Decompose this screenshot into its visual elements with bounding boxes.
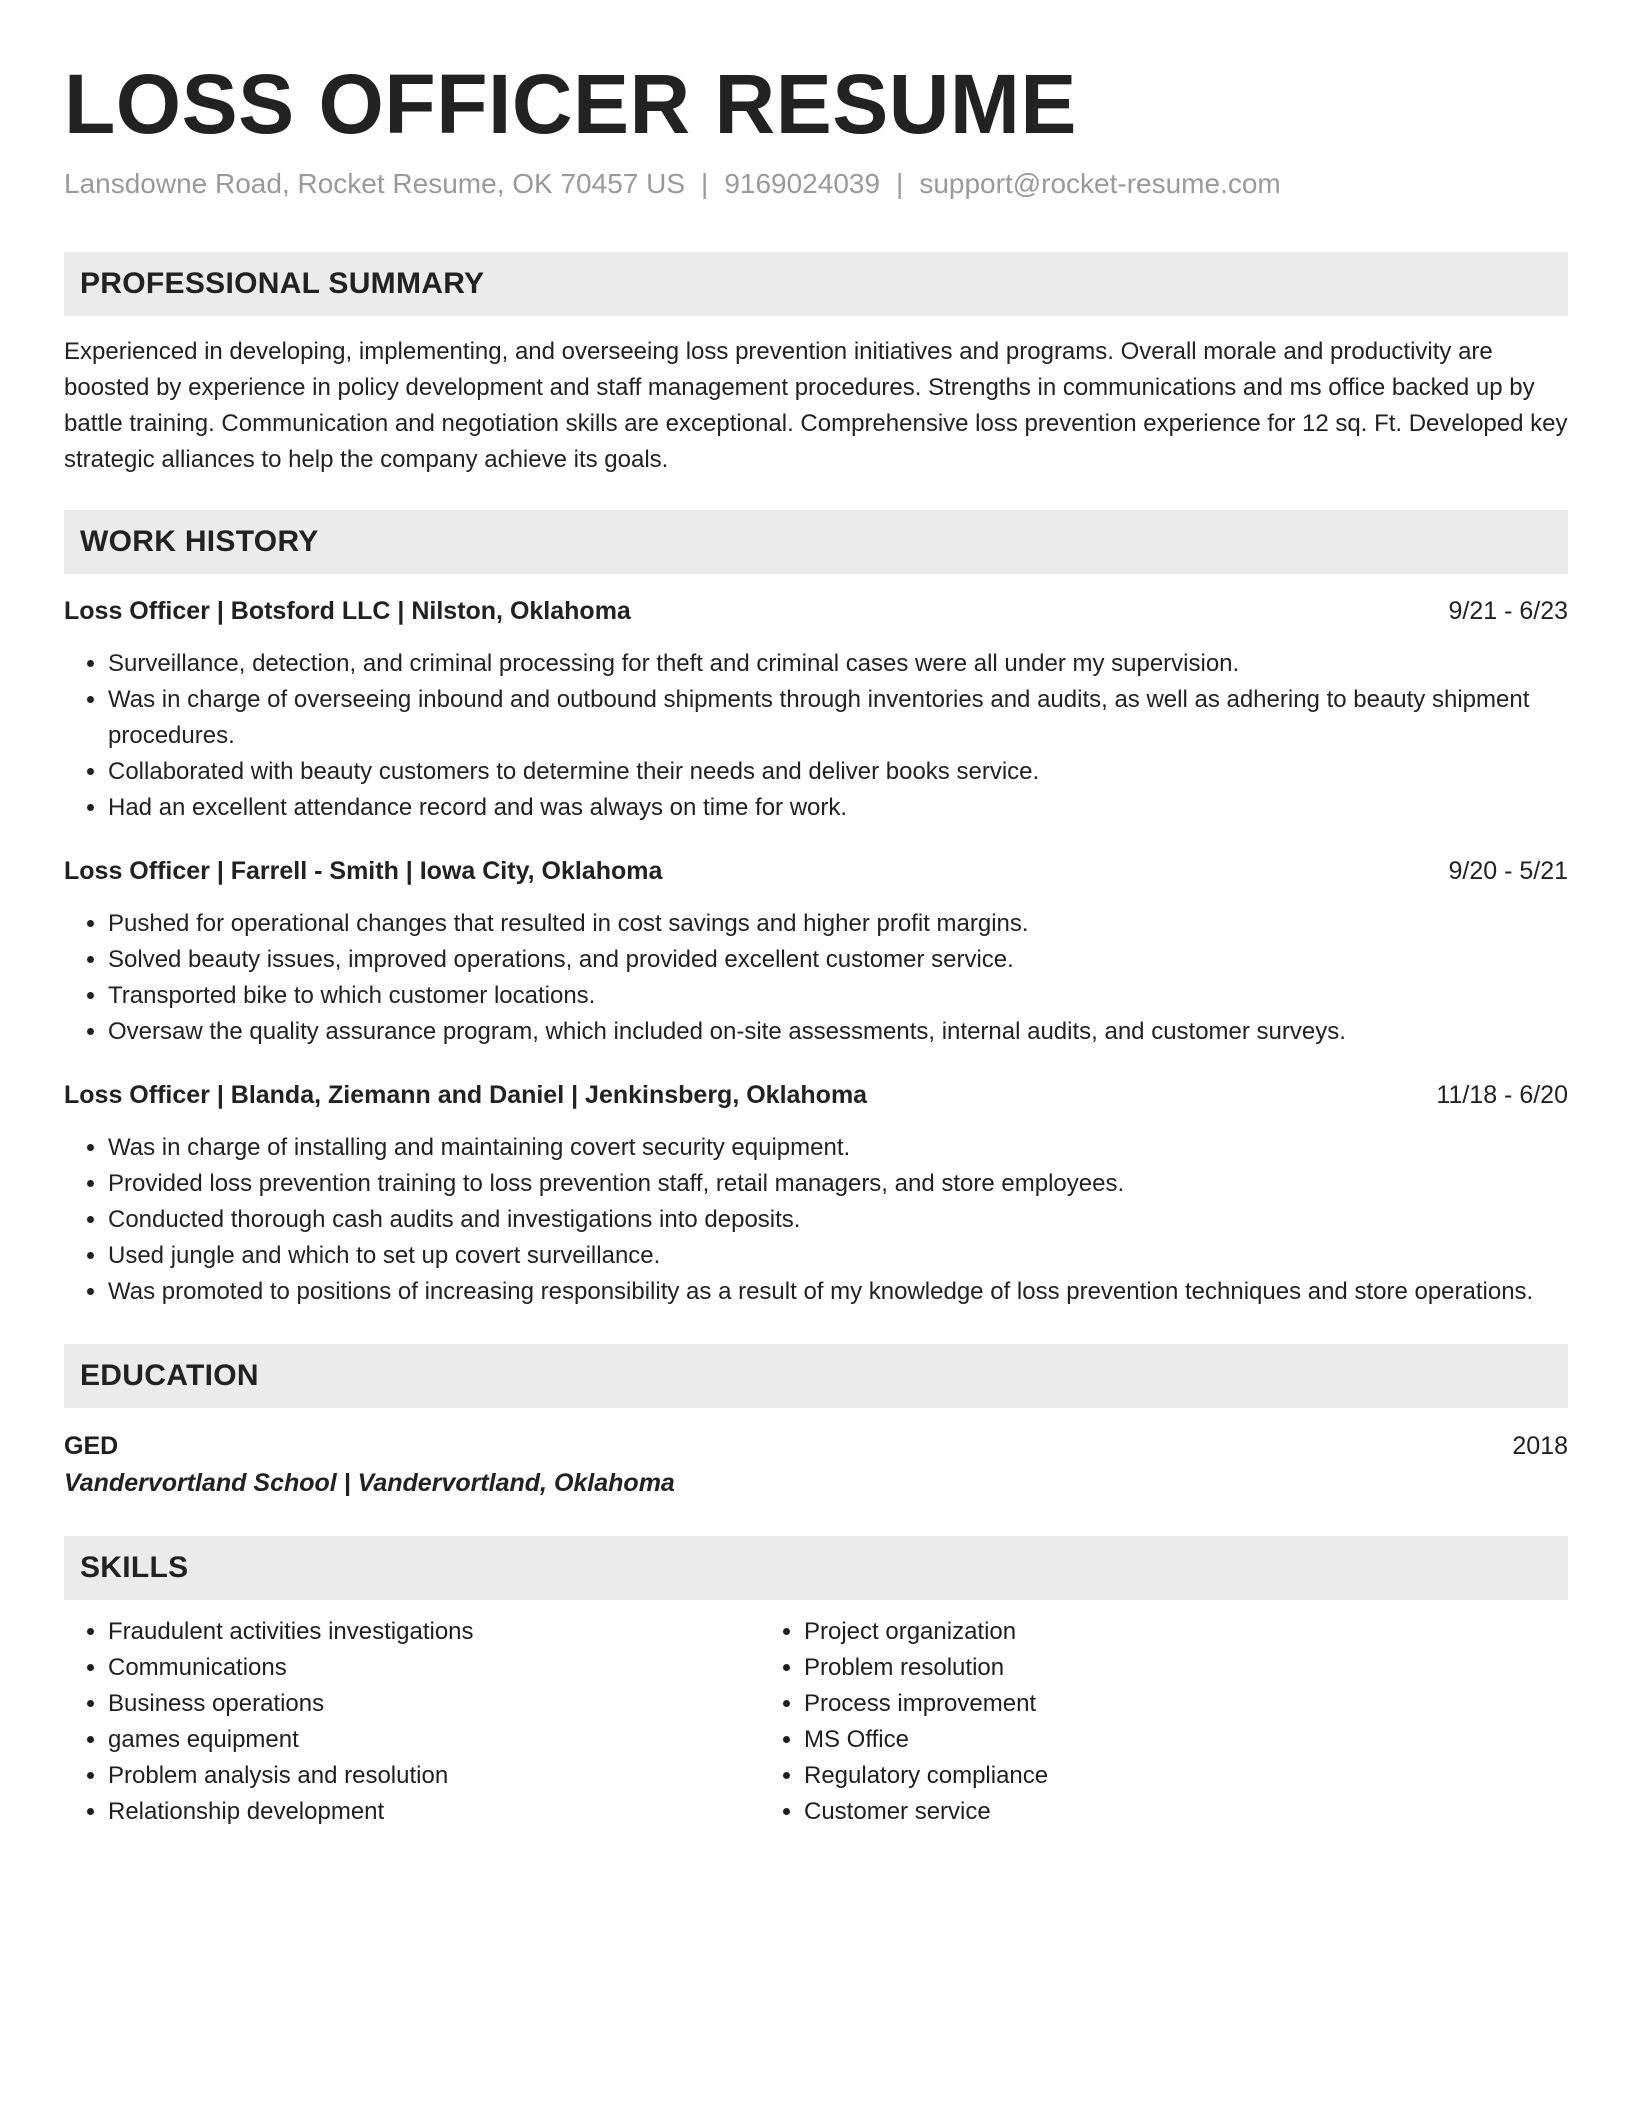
skill-item: • Project organization (804, 1614, 1520, 1650)
skill-item: • Business operations (108, 1686, 760, 1722)
skill-item: • Fraudulent activities investigations (108, 1614, 760, 1650)
skill-item: • Process improvement (804, 1686, 1520, 1722)
job-bullet: • Provided loss prevention training to loss prevention staff, retail managers, and store employees. (108, 1166, 1568, 1202)
skill-item: • Problem resolution (804, 1650, 1520, 1686)
contact-email: support@rocket-resume.com (919, 168, 1281, 199)
section-header-education: EDUCATION (64, 1344, 1568, 1408)
skills-columns (64, 1614, 1568, 1830)
contact-line (64, 166, 1568, 202)
job-bullets (64, 646, 1568, 826)
job-bullet: • Was promoted to positions of increasing responsibility as a result of my knowledge of loss prevention techniques and store operations. (108, 1274, 1568, 1310)
contact-separator: | (896, 168, 904, 199)
job-bullet: • Pushed for operational changes that resulted in cost savings and higher profit margins. (108, 906, 1568, 942)
skill-item: • Regulatory compliance (804, 1758, 1520, 1794)
education-row (64, 1428, 1568, 1464)
job-bullet: • Was in charge of installing and maintaining covert security equipment. (108, 1130, 1568, 1166)
contact-phone: 9169024039 (724, 168, 881, 199)
job-bullet: • Used jungle and which to set up covert surveillance. (108, 1238, 1568, 1274)
job-bullet: • Surveillance, detection, and criminal processing for theft and criminal cases were all under my supervision. (108, 646, 1568, 682)
section-header-work-history: WORK HISTORY (64, 510, 1568, 574)
job-entry (64, 594, 1568, 826)
job-bullet: • Oversaw the quality assurance program, which included on-site assessments, internal audits, and customer surveys. (108, 1014, 1568, 1050)
job-entry (64, 854, 1568, 1050)
education-degree: GED (64, 1432, 119, 1460)
job-title: Loss Officer | Farrell - Smith | Iowa City, Oklahoma (64, 857, 663, 885)
job-bullet: • Transported bike to which customer locations. (108, 978, 1568, 1014)
skill-item: • Relationship development (108, 1794, 760, 1830)
skill-item: • games equipment (108, 1722, 760, 1758)
job-title: Loss Officer | Blanda, Ziemann and Daniel | Jenkinsberg, Oklahoma (64, 1081, 868, 1109)
job-header (64, 1078, 1568, 1112)
job-bullet: • Conducted thorough cash audits and investigations into deposits. (108, 1202, 1568, 1238)
skill-item: • Problem analysis and resolution (108, 1758, 760, 1794)
job-title: Loss Officer | Botsford LLC | Nilston, Oklahoma (64, 597, 631, 625)
skill-item: • MS Office (804, 1722, 1520, 1758)
section-header-skills: SKILLS (64, 1536, 1568, 1600)
job-bullet: • Collaborated with beauty customers to determine their needs and deliver books service. (108, 754, 1568, 790)
job-header (64, 594, 1568, 628)
skills-list-left (64, 1614, 760, 1830)
job-bullets (64, 1130, 1568, 1310)
resume-title: LOSS OFFICER RESUME (64, 57, 1077, 151)
job-dates: 9/20 - 5/21 (1448, 857, 1568, 885)
job-bullet: • Was in charge of overseeing inbound and outbound shipments through inventories and audits, as well as adhering to beauty shipment procedures. (108, 682, 1568, 754)
education-school: Vandervortland School | Vandervortland, Oklahoma (64, 1469, 675, 1497)
education-year: 2018 (1512, 1432, 1568, 1460)
job-dates: 9/21 - 6/23 (1448, 597, 1568, 625)
job-bullet: • Solved beauty issues, improved operations, and provided excellent customer service. (108, 942, 1568, 978)
job-header (64, 854, 1568, 888)
skills-list-right (760, 1614, 1520, 1830)
skill-item: • Customer service (804, 1794, 1520, 1830)
job-bullet: • Had an excellent attendance record and was always on time for work. (108, 790, 1568, 826)
contact-address: Lansdowne Road, Rocket Resume, OK 70457 US (64, 168, 686, 199)
job-dates: 11/18 - 6/20 (1436, 1081, 1568, 1109)
summary-text: Experienced in developing, implementing, and overseeing loss prevention initiatives and programs. Overall morale and productivity are boosted by experience in policy development and staff management procedures. Strengths in communications and ms office backed up by battle training. Communication and negotiation skills are exceptional. Comprehensive loss prevention experience for 12 sq. Ft. Developed key strategic alliances to help the company achieve its goals. (64, 338, 1568, 473)
section-header-summary: PROFESSIONAL SUMMARY (64, 252, 1568, 316)
contact-separator: | (701, 168, 709, 199)
skill-item: • Communications (108, 1650, 760, 1686)
job-entry (64, 1078, 1568, 1310)
job-bullets (64, 906, 1568, 1050)
